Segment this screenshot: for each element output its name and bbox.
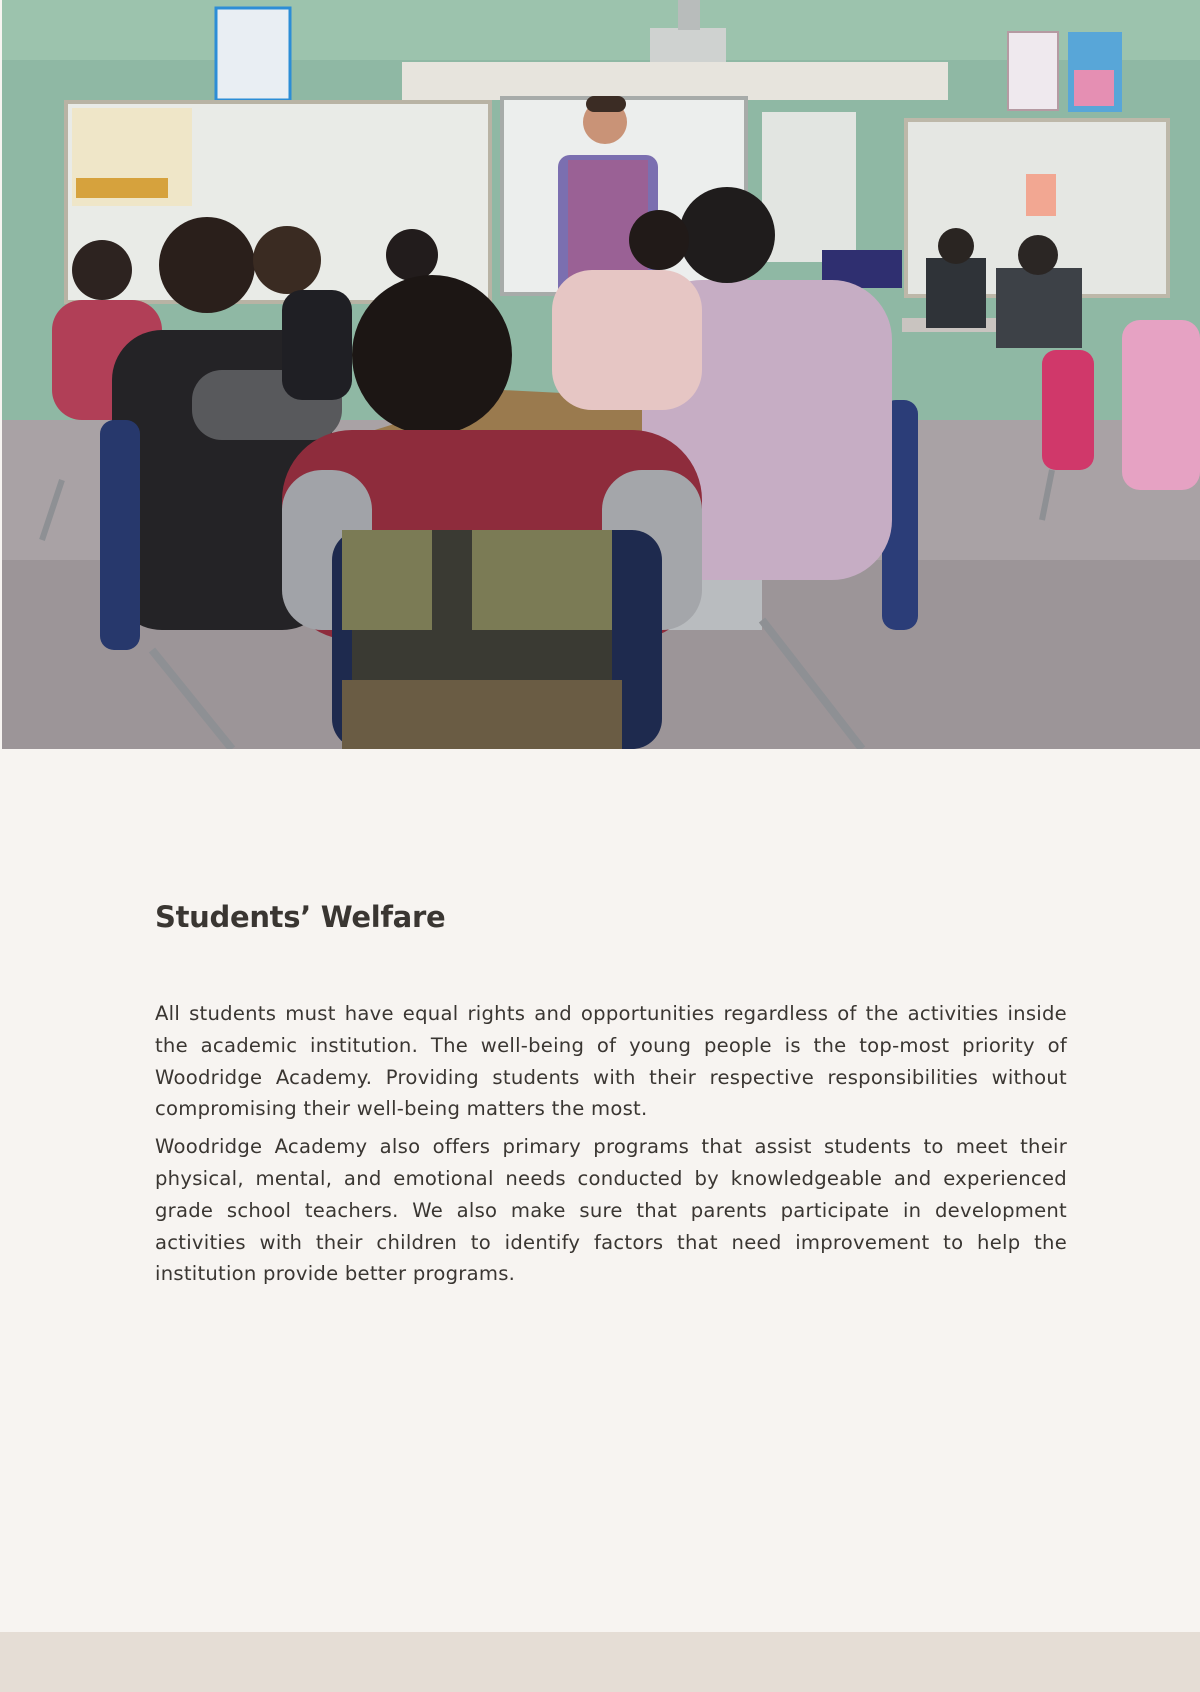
classroom-illustration [2, 0, 1200, 749]
footer-band [0, 1632, 1200, 1692]
article-paragraph: Woodridge Academy also offers primary programs that assist students to meet their physical, mental, and emotional needs conducted by knowledgeable and experienced grade school teachers. We also make sure that parents participate in development activities with their children to identify factors that need improvement to help the institution provide better programs. [155, 1135, 1067, 1286]
article-paragraph: All students must have equal rights and opportunities regardless of the activities inside the academic institution. The well-being of young people is the top-most priority of Woodridge Academy. Providing students with their respective responsibilities without compromising their well-being matters the most. [155, 1002, 1067, 1121]
hero-classroom-photo [2, 0, 1200, 749]
article [155, 900, 1067, 1290]
article-title: Students’ Welfare [155, 900, 446, 934]
